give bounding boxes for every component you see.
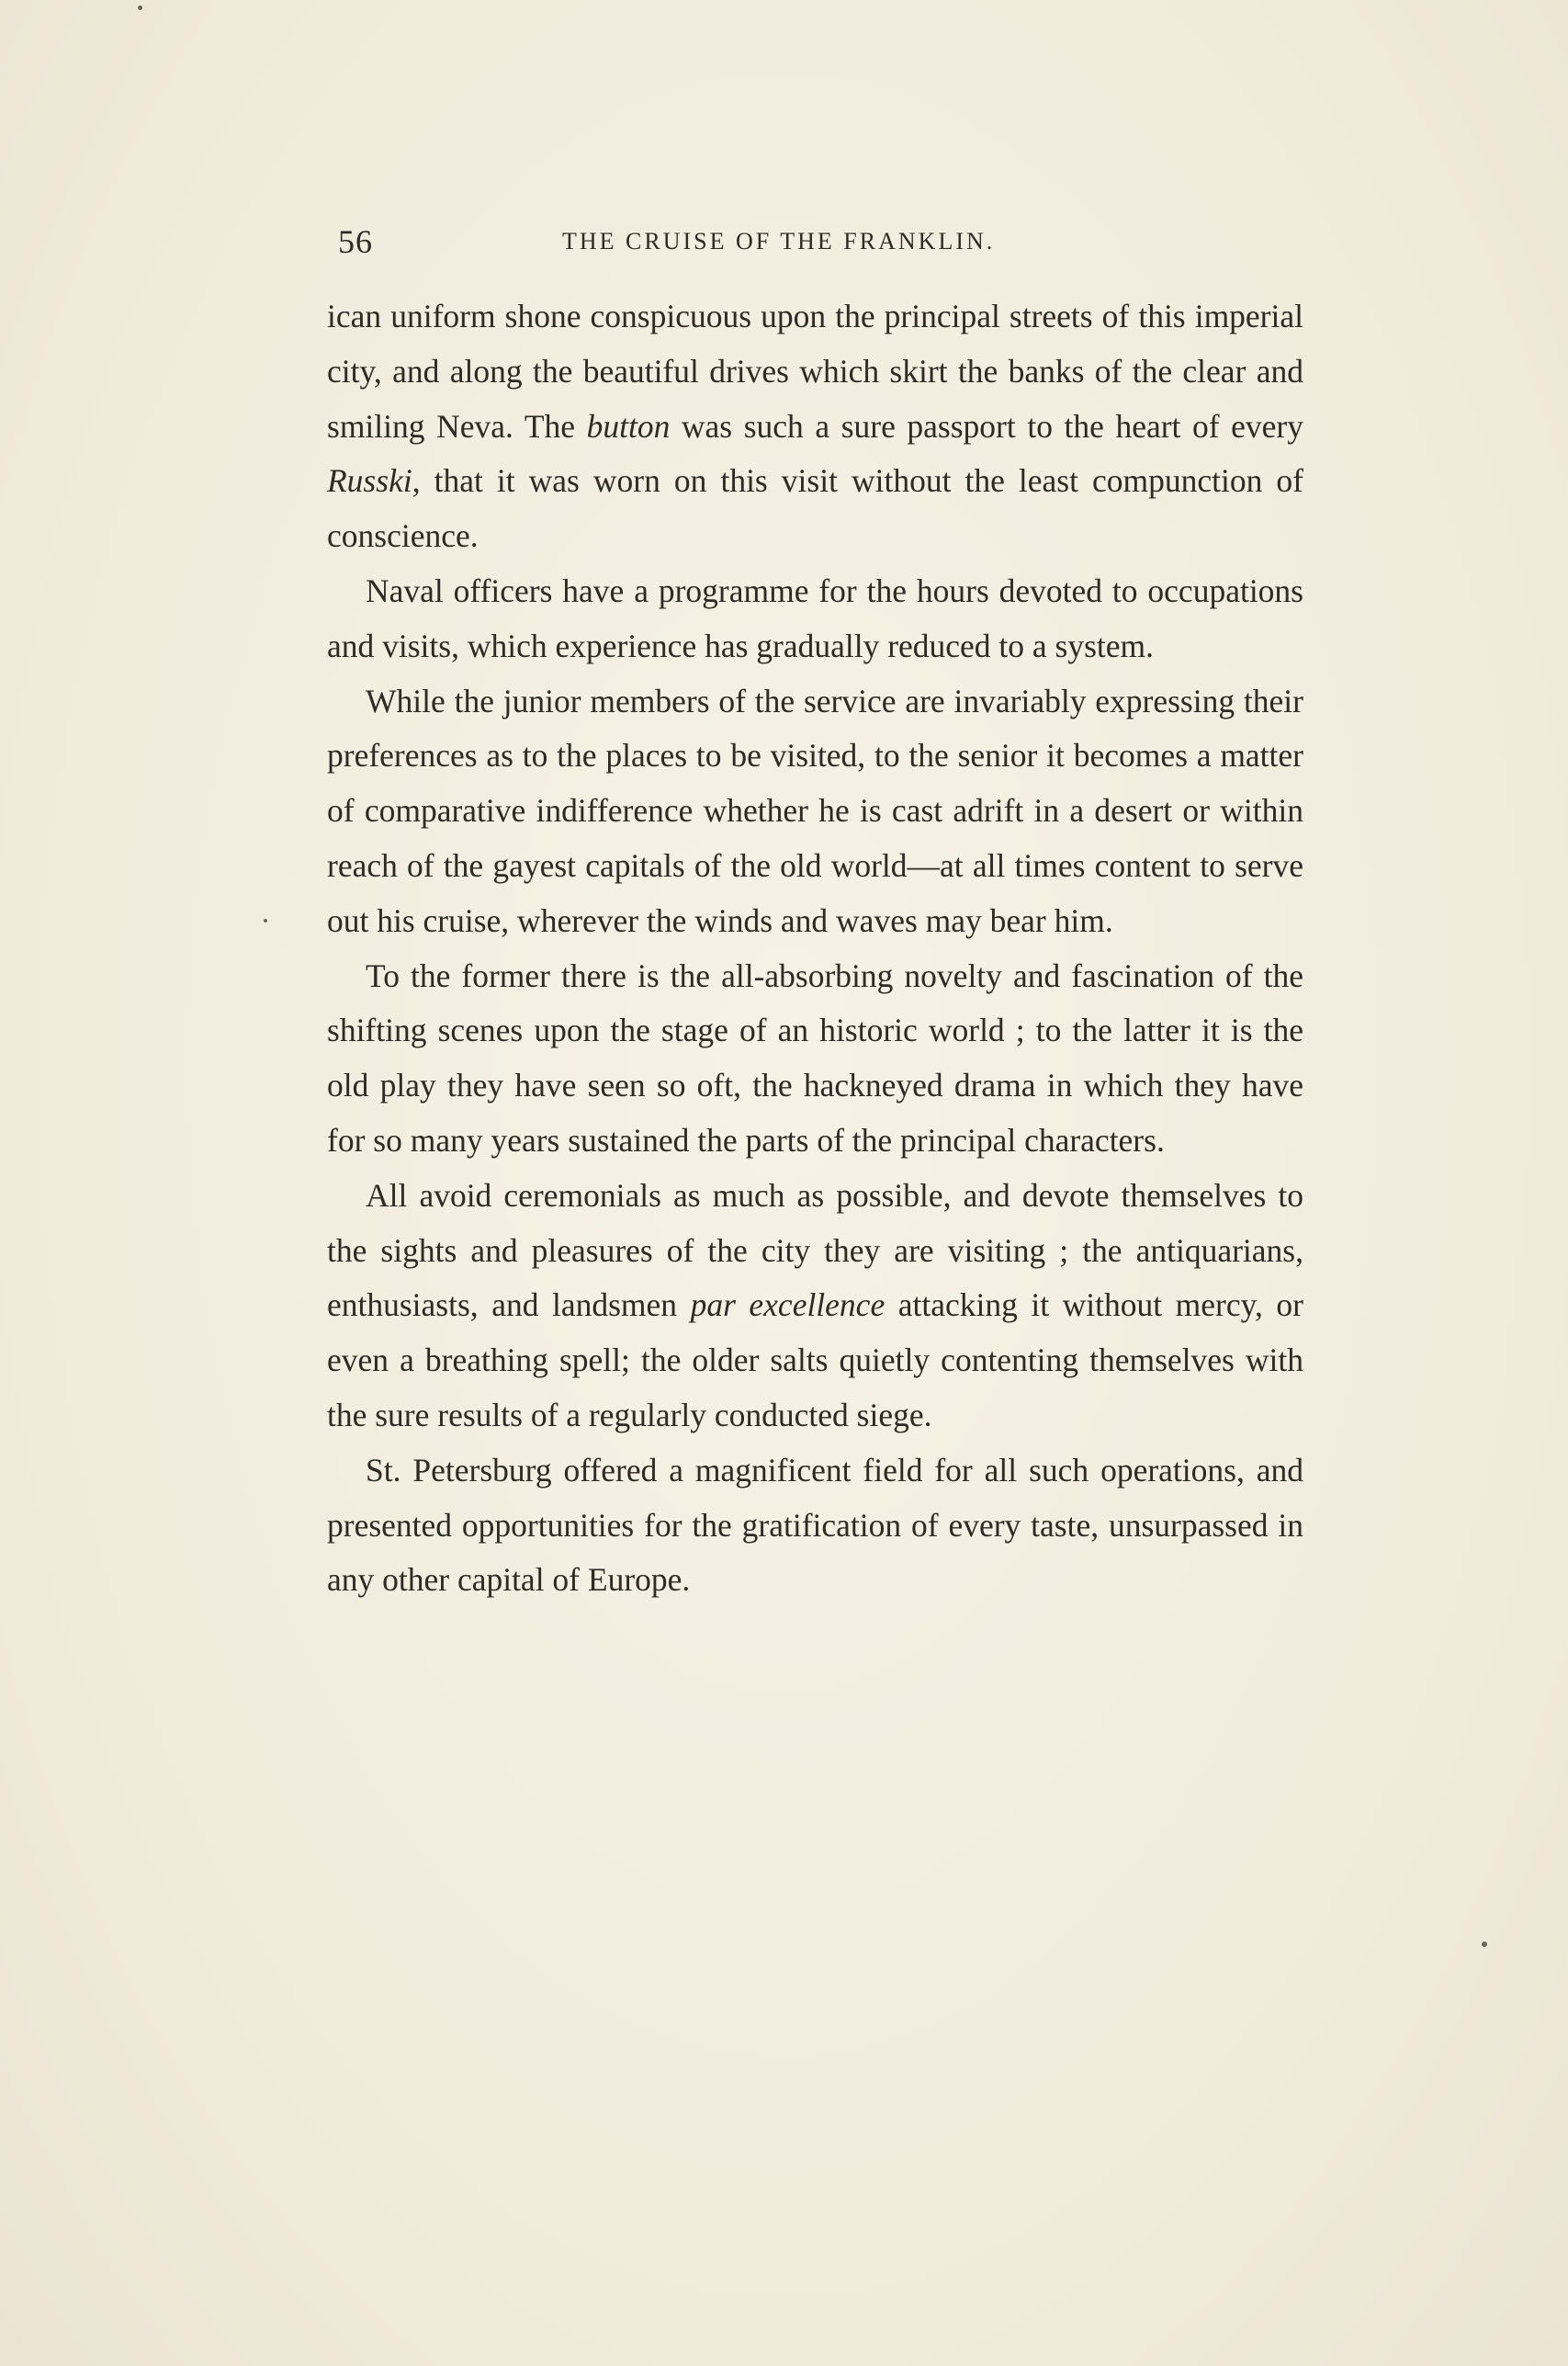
italic-word-button: button: [586, 407, 671, 445]
paper-speck: [264, 919, 267, 923]
paper-speck: [1482, 1941, 1487, 1947]
paragraph-6: St. Petersburg offered a magnificent field for all such operations, and presented opportunities for the gratification of every taste, unsurpassed in any other capital of Europe.: [327, 1451, 1303, 1599]
paragraph-3: While the junior members of the service are invariably expressing their preferences as to the places to be visited, to the senior it becomes a matter of comparative indifference whether he is cast adrift in a desert or within reach of the gayest capitals of the old world—at all times content to serve out his cruise, wherever the winds and waves may bear him.: [327, 682, 1303, 939]
paragraph-1: [327, 289, 1303, 564]
paragraph-4: To the former there is the all-absorbing novelty and fascination of the shifting scenes upon the stage of an historic world ; to the latter it is the old play they have seen so oft, the hackneyed drama in which they have for so many years sustained the parts of the principal characters.: [327, 957, 1303, 1159]
paragraph-5-text-b: attacking it without mercy, or even a breathing spell; the older salts quietly contenting themselves with the sure results of a regularly conducted siege.: [327, 1286, 1304, 1433]
paragraph-1-text-c: , that it was worn on this visit without the least compunction of conscience.: [327, 462, 1303, 555]
running-head: THE CRUISE OF THE FRANKLIN.: [562, 228, 996, 255]
body-text: [327, 289, 1303, 1608]
paper-speck: [138, 6, 142, 10]
page-header: [327, 211, 1308, 266]
paragraph-5: [327, 1169, 1303, 1443]
page-number: 56: [338, 223, 373, 260]
paragraph-1-text-a: ican uniform shone conspicuous upon the principal streets of this imperial city, and along the beautiful drives which skirt the banks of the clear and smiling Neva. The: [327, 298, 1303, 445]
paragraph-5-text-a: All avoid ceremonials as much as possible, and devote themselves to the sights and pleasures of the city they are visiting ; the antiquarians, enthusiasts, and landsmen: [327, 1176, 1303, 1324]
italic-word-russki: Russki: [327, 462, 412, 500]
paragraph-1-text-b: was such a sure passport to the heart of every: [670, 407, 1303, 445]
italic-phrase-par-excellence: par excellence: [690, 1286, 886, 1324]
paragraph-2: Naval officers have a programme for the hours devoted to occupations and visits, which experience has gradually reduced to a system.: [327, 572, 1303, 664]
